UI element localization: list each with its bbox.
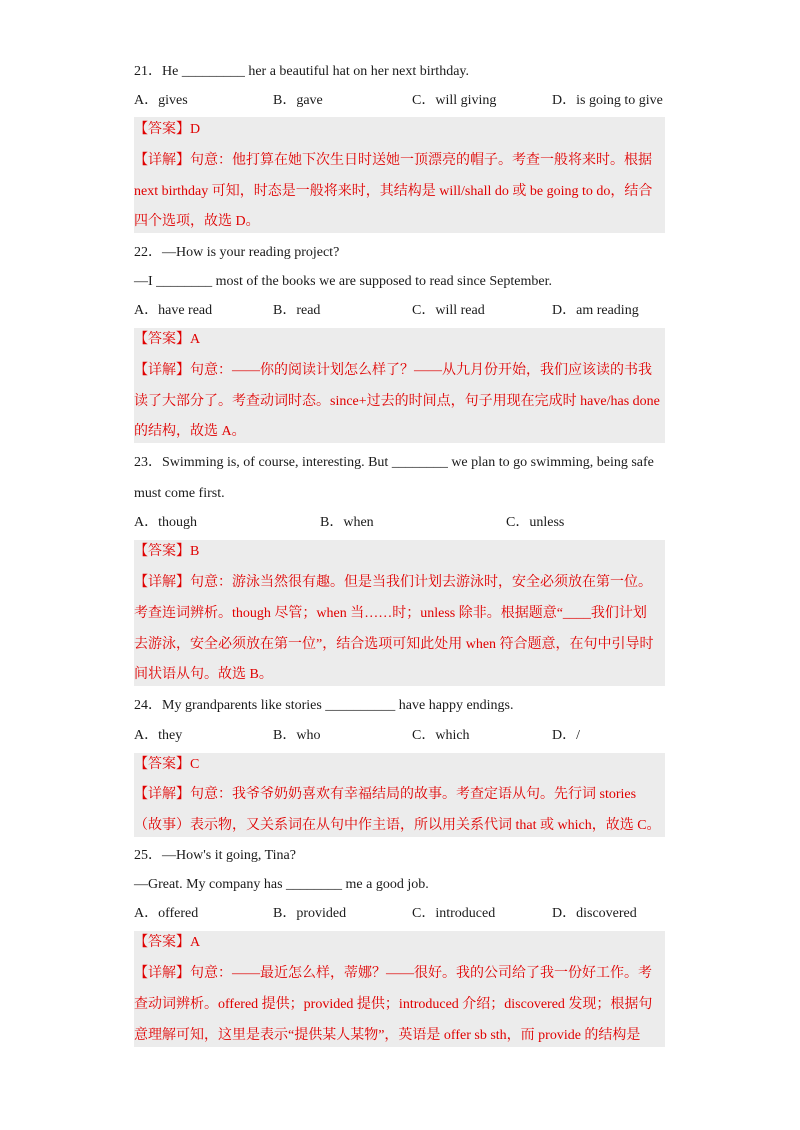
question-23-stem-line-2: must come first. — [134, 486, 225, 501]
q25-explanation-line-1: 【详解】句意：——最近怎么样，蒂娜？——很好。我的公司给了我一份好工作。考 — [134, 966, 652, 981]
q21-option-a: A．gives — [134, 93, 188, 108]
question-25-stem-line-1: 25．—How's it going, Tina? — [134, 848, 296, 863]
q22-explanation-line-3: 的结构，故选 A。 — [134, 424, 246, 439]
q22-option-d: D．am reading — [552, 303, 639, 318]
q23-explanation-line-1: 【详解】句意：游泳当然很有趣。但是当我们计划去游泳时，安全必须放在第一位。 — [134, 575, 652, 590]
question-25-stem-line-2: —Great. My company has ________ me a good job. — [134, 877, 429, 892]
q22-option-a: A．have read — [134, 303, 213, 318]
q22-option-c: C．will read — [412, 303, 485, 318]
q25-explanation-line-3: 意理解可知，这里是表示“提供某人某物”，英语是 offer sb sth，而 provide 的结构是 — [134, 1028, 641, 1043]
question-24-stem: 24．My grandparents like stories __________ have happy endings. — [134, 698, 514, 713]
q23-option-c: C．unless — [506, 515, 565, 530]
q21-explanation-line-2: next birthday 可知，时态是一般将来时，其结构是 will/shall do 或 be going to do，结合 — [134, 184, 653, 199]
question-23-stem-line-1: 23．Swimming is, of course, interesting. But ________ we plan to go swimming, being safe — [134, 455, 654, 470]
q24-explanation-line-1: 【详解】句意：我爷爷奶奶喜欢有幸福结局的故事。考查定语从句。先行词 stories — [134, 787, 637, 802]
q22-answer: 【答案】A — [134, 332, 201, 347]
q24-option-a: A．they — [134, 728, 183, 743]
q22-explanation-line-1: 【详解】句意：——你的阅读计划怎么样了？——从九月份开始，我们应该读的书我 — [134, 363, 652, 378]
q21-option-c: C．will giving — [412, 93, 497, 108]
q21-option-b: B．gave — [273, 93, 323, 108]
q24-option-b: B．who — [273, 728, 321, 743]
question-22-stem-line-2: —I ________ most of the books we are supposed to read since September. — [134, 274, 552, 289]
q25-option-c: C．introduced — [412, 906, 496, 921]
question-22-stem-line-1: 22．—How is your reading project? — [134, 245, 340, 260]
q23-explanation-line-2: 考查连词辨析。though 尽管；when 当……时；unless 除非。根据题意“____我们计划 — [134, 606, 647, 621]
q23-explanation-line-4: 间状语从句。故选 B。 — [134, 667, 273, 682]
q23-option-b: B．when — [320, 515, 374, 530]
q25-option-a: A．offered — [134, 906, 199, 921]
q23-answer: 【答案】B — [134, 544, 200, 559]
q24-answer: 【答案】C — [134, 757, 200, 772]
q22-explanation-line-2: 读了大部分了。考查动词时态。since+过去的时间点，句子用现在完成时 have/has done — [134, 394, 660, 409]
q21-option-d: D．is going to give — [552, 93, 663, 108]
q23-option-a: A．though — [134, 515, 197, 530]
q22-option-b: B．read — [273, 303, 321, 318]
q25-option-b: B．provided — [273, 906, 347, 921]
q24-option-c: C．which — [412, 728, 470, 743]
q24-explanation-line-2: （故事）表示物，又关系词在从句中作主语，所以用关系代词 that 或 which，故选 C。 — [134, 818, 661, 833]
q23-explanation-line-3: 去游泳，安全必须放在第一位”，结合选项可知此处用 when 符合题意，在句中引导时 — [134, 637, 654, 652]
q24-option-d: D．/ — [552, 728, 580, 743]
q25-answer: 【答案】A — [134, 935, 201, 950]
q25-explanation-line-2: 查动词辨析。offered 提供；provided 提供；introduced 介绍；discovered 发现；根据句 — [134, 997, 653, 1012]
q21-explanation-line-1: 【详解】句意：他打算在她下次生日时送她一顶漂亮的帽子。考查一般将来时。根据 — [134, 153, 652, 168]
q25-option-d: D．discovered — [552, 906, 637, 921]
q21-explanation-line-3: 四个选项，故选 D。 — [134, 214, 260, 229]
q21-answer: 【答案】D — [134, 122, 201, 137]
question-21-stem: 21．He _________ her a beautiful hat on her next birthday. — [134, 64, 470, 79]
